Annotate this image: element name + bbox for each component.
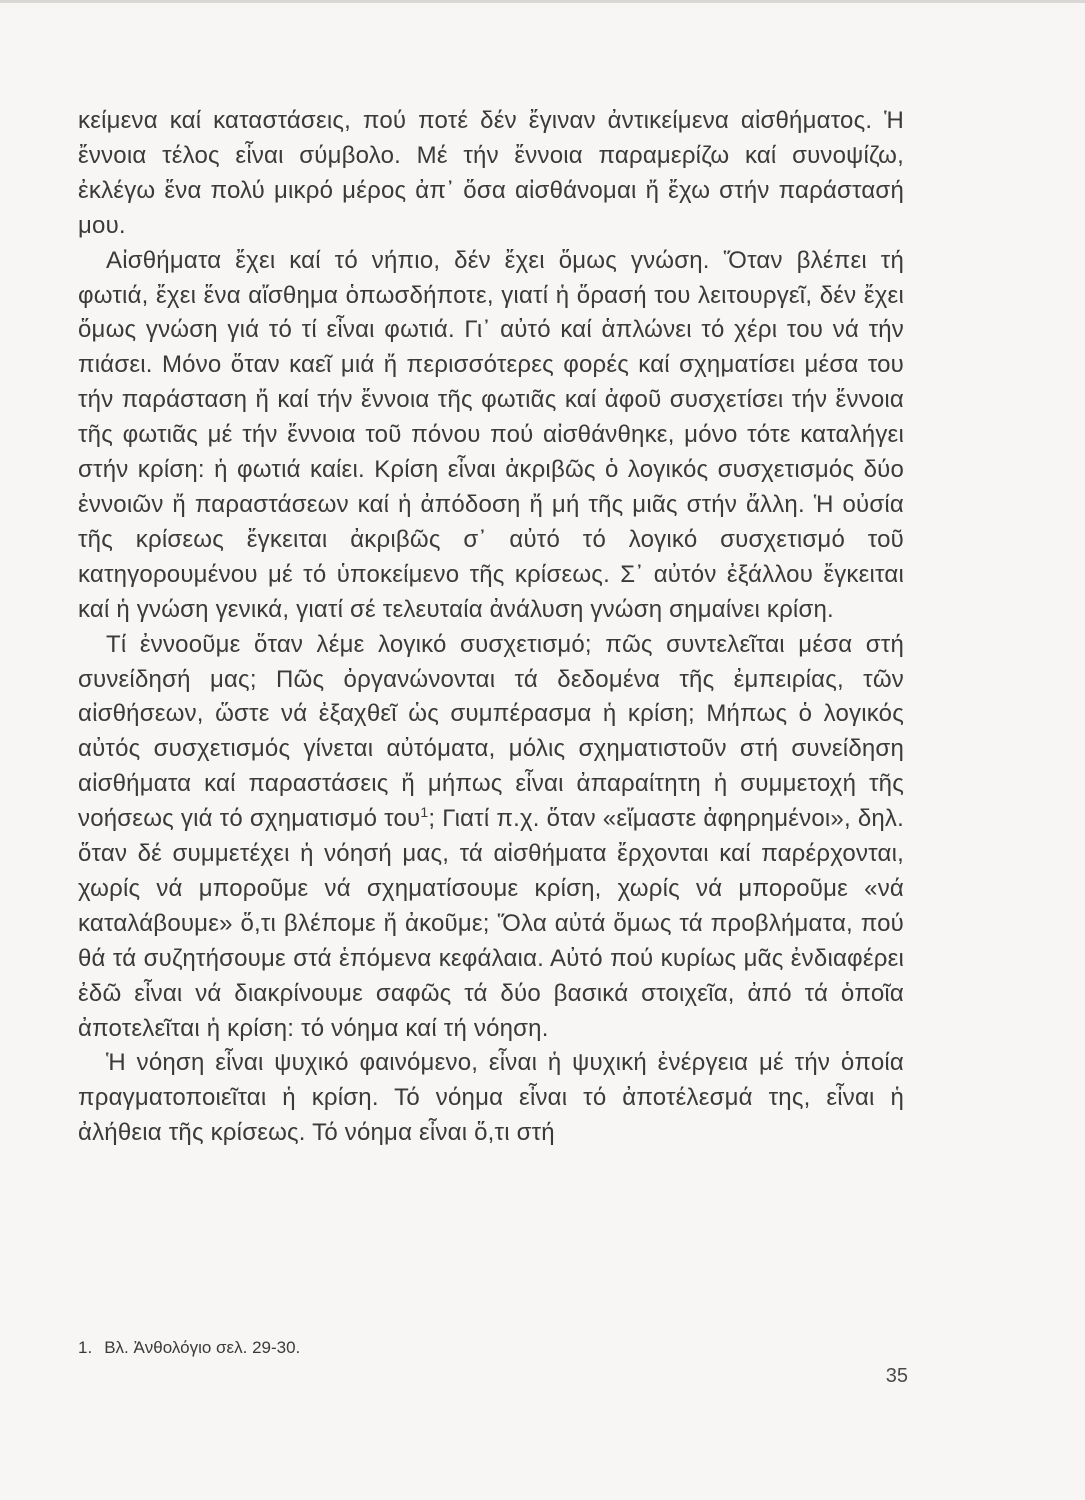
footnote-text: Βλ. Ἀνθολόγιο σελ. 29-30. <box>104 1338 301 1357</box>
top-edge-rule <box>0 0 1085 3</box>
footnote <box>78 1337 300 1359</box>
paragraph-3-part-2: ; Γιατί π.χ. ὅταν «εἴμαστε ἀφηρημένοι», δηλ. ὅταν δέ συμμετέχει ἡ νόησή μας, τά αἰσθήματα ἔρχονται καί παρέρχονται, χωρίς νά μποροῦμε νά σχηματίσουμε κρίση, χωρίς νά μποροῦμε «νά καταλάβουμε» ὅ,τι βλέπομε ἤ ἀκοῦμε; Ὅλα αὐτά ὅμως τά προβλήματα, πού θά τά συζητήσουμε στά ἑπόμενα κεφάλαια. Αὐτό πού κυρίως μᾶς ἐνδιαφέρει ἐδῶ εἶναι νά διακρίνουμε σαφῶς τά δύο βασικά στοιχεῖα, ἀπό τά ὁποῖα ἀποτελεῖται ἡ κρίση: τό νόημα καί τή νόηση. <box>78 805 904 1042</box>
paragraph-4: Ἡ νόηση εἶναι ψυχικό φαινόμενο, εἶναι ἡ ψυχική ἐνέργεια μέ τήν ὁποία πραγματοποιεῖται ἡ κρίση. Τό νόημα εἶναι τό ἀποτέλεσμά της, εἶναι ἡ ἀλήθεια τῆς κρίσεως. Τό νόημα εἶναι ὅ,τι στή <box>78 1049 904 1147</box>
page-body <box>78 104 904 1151</box>
paragraph-1: κείμενα καί καταστάσεις, πού ποτέ δέν ἔγιναν ἀντικείμενα αἰσθήματος. Ἡ ἔννοια τέλος εἶναι σύμβολο. Μέ τήν ἔννοια παραμερίζω καί συνοψίζω, ἐκλέγω ἕνα πολύ μικρό μέρος ἀπ᾽ ὅσα αἰσθάνομαι ἤ ἔχω στήν παράστασή μου. <box>78 107 904 239</box>
paragraph-3 <box>78 628 904 1047</box>
footnote-number: 1. <box>78 1338 93 1357</box>
footnote-reference: 1 <box>420 804 429 821</box>
paragraph-2: Αἰσθήματα ἔχει καί τό νήπιο, δέν ἔχει ὅμως γνώση. Ὅταν βλέπει τή φωτιά, ἔχει ἕνα αἴσθημα ὁπωσδήποτε, γιατί ἡ ὅρασή του λειτουργεῖ, δέν ἔχει ὅμως γνώση γιά τό τί εἶναι φωτιά. Γι᾽ αὐτό καί ἁπλώνει τό χέρι του νά τήν πιάσει. Μόνο ὅταν καεῖ μιά ἤ περισσότερες φορές καί σχηματίσει μέσα του τήν παράσταση ἤ καί τήν ἔννοια τῆς φωτιᾶς καί ἀφοῦ συσχετίσει τήν ἔννοια τῆς φωτιᾶς μέ τήν ἔννοια τοῦ πόνου πού αἰσθάνθηκε, μόνο τότε καταλήγει στήν κρίση: ἡ φωτιά καίει. Κρίση εἶναι ἀκριβῶς ὁ λογικός συσχετισμός δύο ἐννοιῶν ἤ παραστάσεων καί ἡ ἀπόδοση ἤ μή τῆς μιᾶς στήν ἄλλη. Ἡ οὐσία τῆς κρίσεως ἔγκειται ἀκριβῶς σ᾽ αὐτό τό λογικό συσχετισμό τοῦ κατηγορουμένου μέ τό ὑποκείμενο τῆς κρίσεως. Σ᾽ αὐτόν ἐξάλλου ἔγκειται καί ἡ γνώση γενικά, γιατί σέ τελευταία ἀνάλυση γνώση σημαίνει κρίση. <box>78 246 904 623</box>
paragraph-3-part-1: Τί ἐννοοῦμε ὅταν λέμε λογικό συσχετισμό; πῶς συντελεῖται μέσα στή συνείδησή μας; Πῶς ὀργανώνονται τά δεδομένα τῆς ἐμπειρίας, τῶν αἰσθήσεων, ὥστε νά ἐξαχθεῖ ὡς συμπέρασμα ἡ κρίση; Μήπως ὁ λογικός αὐτός συσχετισμός γίνεται αὐτόματα, μόλις σχηματιστοῦν στή συνείδηση αἰσθήματα καί παραστάσεις ἤ μήπως εἶναι ἀπαραίτητη ἡ συμμετοχή τῆς νοήσεως γιά τό σχηματισμό του <box>78 630 904 833</box>
page-number: 35 <box>885 1365 908 1387</box>
